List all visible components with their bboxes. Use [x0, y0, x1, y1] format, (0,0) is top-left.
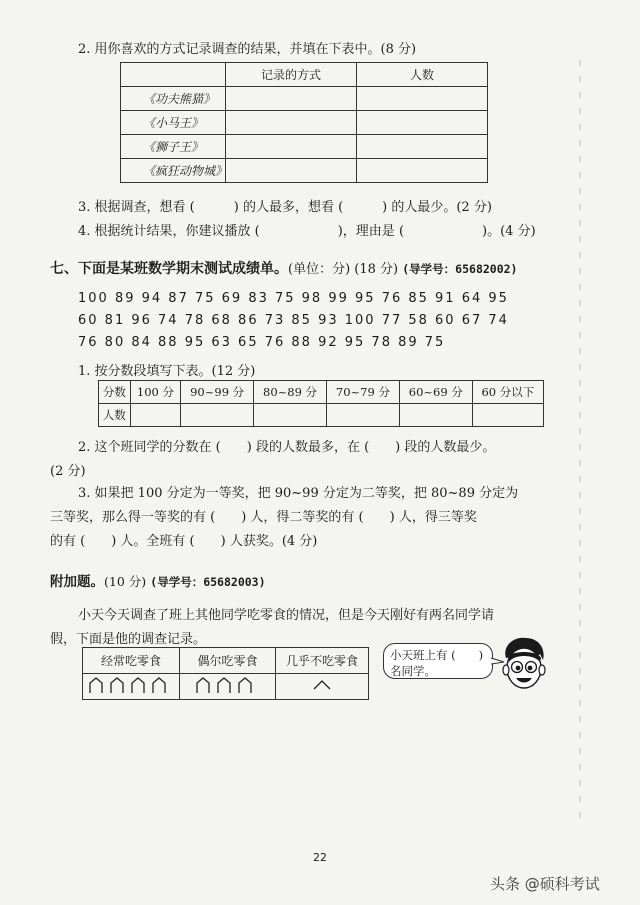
s7-q3-line: 的有 ( ) 人。全班有 ( ) 人获奖。(4 分): [50, 534, 318, 549]
survey-cell[interactable]: [226, 159, 357, 183]
snack-header: 偶尔吃零食: [180, 648, 276, 674]
tally-house-icon: [86, 675, 176, 695]
range-cell[interactable]: [254, 404, 327, 427]
extra-para-line: 假，下面是他的调查记录。: [50, 632, 207, 647]
range-header: 80~89 分: [254, 381, 327, 404]
survey-row-label: 《疯狂动物城》: [121, 159, 226, 183]
range-header: 90~99 分: [181, 381, 254, 404]
survey-header-blank: [121, 63, 226, 87]
snack-table: [82, 647, 369, 700]
s7-q1-text: 1. 按分数段填写下表。(12 分): [78, 364, 256, 379]
survey-cell[interactable]: [226, 135, 357, 159]
range-cell[interactable]: [472, 404, 543, 427]
extra-title: 附加题。: [50, 574, 104, 590]
survey-row-label: 《小马王》: [121, 111, 226, 135]
survey-cell[interactable]: [357, 111, 488, 135]
snack-header: 经常吃零食: [83, 648, 180, 674]
survey-table: [120, 62, 488, 183]
tally-roof-icon: [307, 675, 337, 695]
page-number: 22: [313, 851, 327, 864]
q2-text: 2. 用你喜欢的方式记录调查的结果，并填在下表中。(8 分): [78, 42, 417, 57]
binding-line: [578, 60, 582, 820]
survey-cell[interactable]: [357, 159, 488, 183]
snack-tally-sometimes: [180, 674, 276, 700]
extra-points: (10 分): [104, 574, 147, 589]
range-header: 分数: [99, 381, 131, 404]
survey-cell[interactable]: [357, 87, 488, 111]
survey-cell[interactable]: [226, 87, 357, 111]
extra-para-line: 小天今天调查了班上其他同学吃零食的情况，但是今天刚好有两名同学请: [78, 608, 495, 623]
q3-text: 3. 根据调查，想看 ( ) 的人最多，想看 ( ) 的人最少。(2 分): [78, 200, 492, 215]
tally-house-icon: [193, 675, 263, 695]
q4-text: 4. 根据统计结果，你建议播放 ( )，理由是 ( )。(4 分): [78, 224, 536, 239]
survey-cell[interactable]: [226, 111, 357, 135]
range-cell[interactable]: [181, 404, 254, 427]
range-header: 70~79 分: [326, 381, 399, 404]
section7-heading: [50, 258, 518, 278]
range-header: 60 分以下: [472, 381, 543, 404]
s7-q3-line: 3. 如果把 100 分定为一等奖，把 90~99 分定为二等奖，把 80~89 分定为: [78, 486, 519, 501]
snack-tally-often: [83, 674, 180, 700]
extra-code: (导学号：65682003): [150, 575, 266, 589]
score-row: 76 80 84 88 95 63 65 76 88 92 95 78 89 75: [78, 335, 446, 350]
score-row: 100 89 94 87 75 69 83 75 98 99 95 76 85 91 64 95: [78, 291, 509, 306]
survey-header-method: 记录的方式: [226, 63, 357, 87]
watermark: 头条 @硕科考试: [490, 875, 600, 893]
survey-row-label: 《功夫熊猫》: [121, 87, 226, 111]
range-row-label: 人数: [99, 404, 131, 427]
score-row: 60 81 96 74 78 68 86 73 85 93 100 77 58 60 67 74: [78, 313, 509, 328]
s7-q2-text: 2. 这个班同学的分数在 ( ) 段的人数最多，在 ( ) 段的人数最少。: [78, 440, 496, 455]
survey-header-count: 人数: [357, 63, 488, 87]
extra-heading: [50, 570, 266, 590]
survey-row-label: 《狮子王》: [121, 135, 226, 159]
s7-q3-line: 三等奖，那么得一等奖的有 ( ) 人，得二等奖的有 ( ) 人，得三等奖: [50, 510, 477, 525]
range-cell[interactable]: [130, 404, 180, 427]
section7-title: 七、下面是某班数学期末测试成绩单。: [50, 261, 288, 277]
section7-code: (导学号：65682002): [402, 262, 518, 276]
range-header: 60~69 分: [399, 381, 472, 404]
range-header: 100 分: [130, 381, 180, 404]
boy-face-icon: [500, 636, 548, 698]
snack-tally-rarely: [276, 674, 369, 700]
range-cell[interactable]: [326, 404, 399, 427]
s7-q2-points: (2 分): [50, 464, 86, 479]
range-cell[interactable]: [399, 404, 472, 427]
survey-cell[interactable]: [357, 135, 488, 159]
snack-header: 几乎不吃零食: [276, 648, 369, 674]
section7-meta: (单位：分) (18 分): [288, 262, 399, 277]
speech-bubble: 小天班上有 ( ) 名同学。: [383, 643, 493, 679]
score-range-table: [98, 380, 544, 427]
